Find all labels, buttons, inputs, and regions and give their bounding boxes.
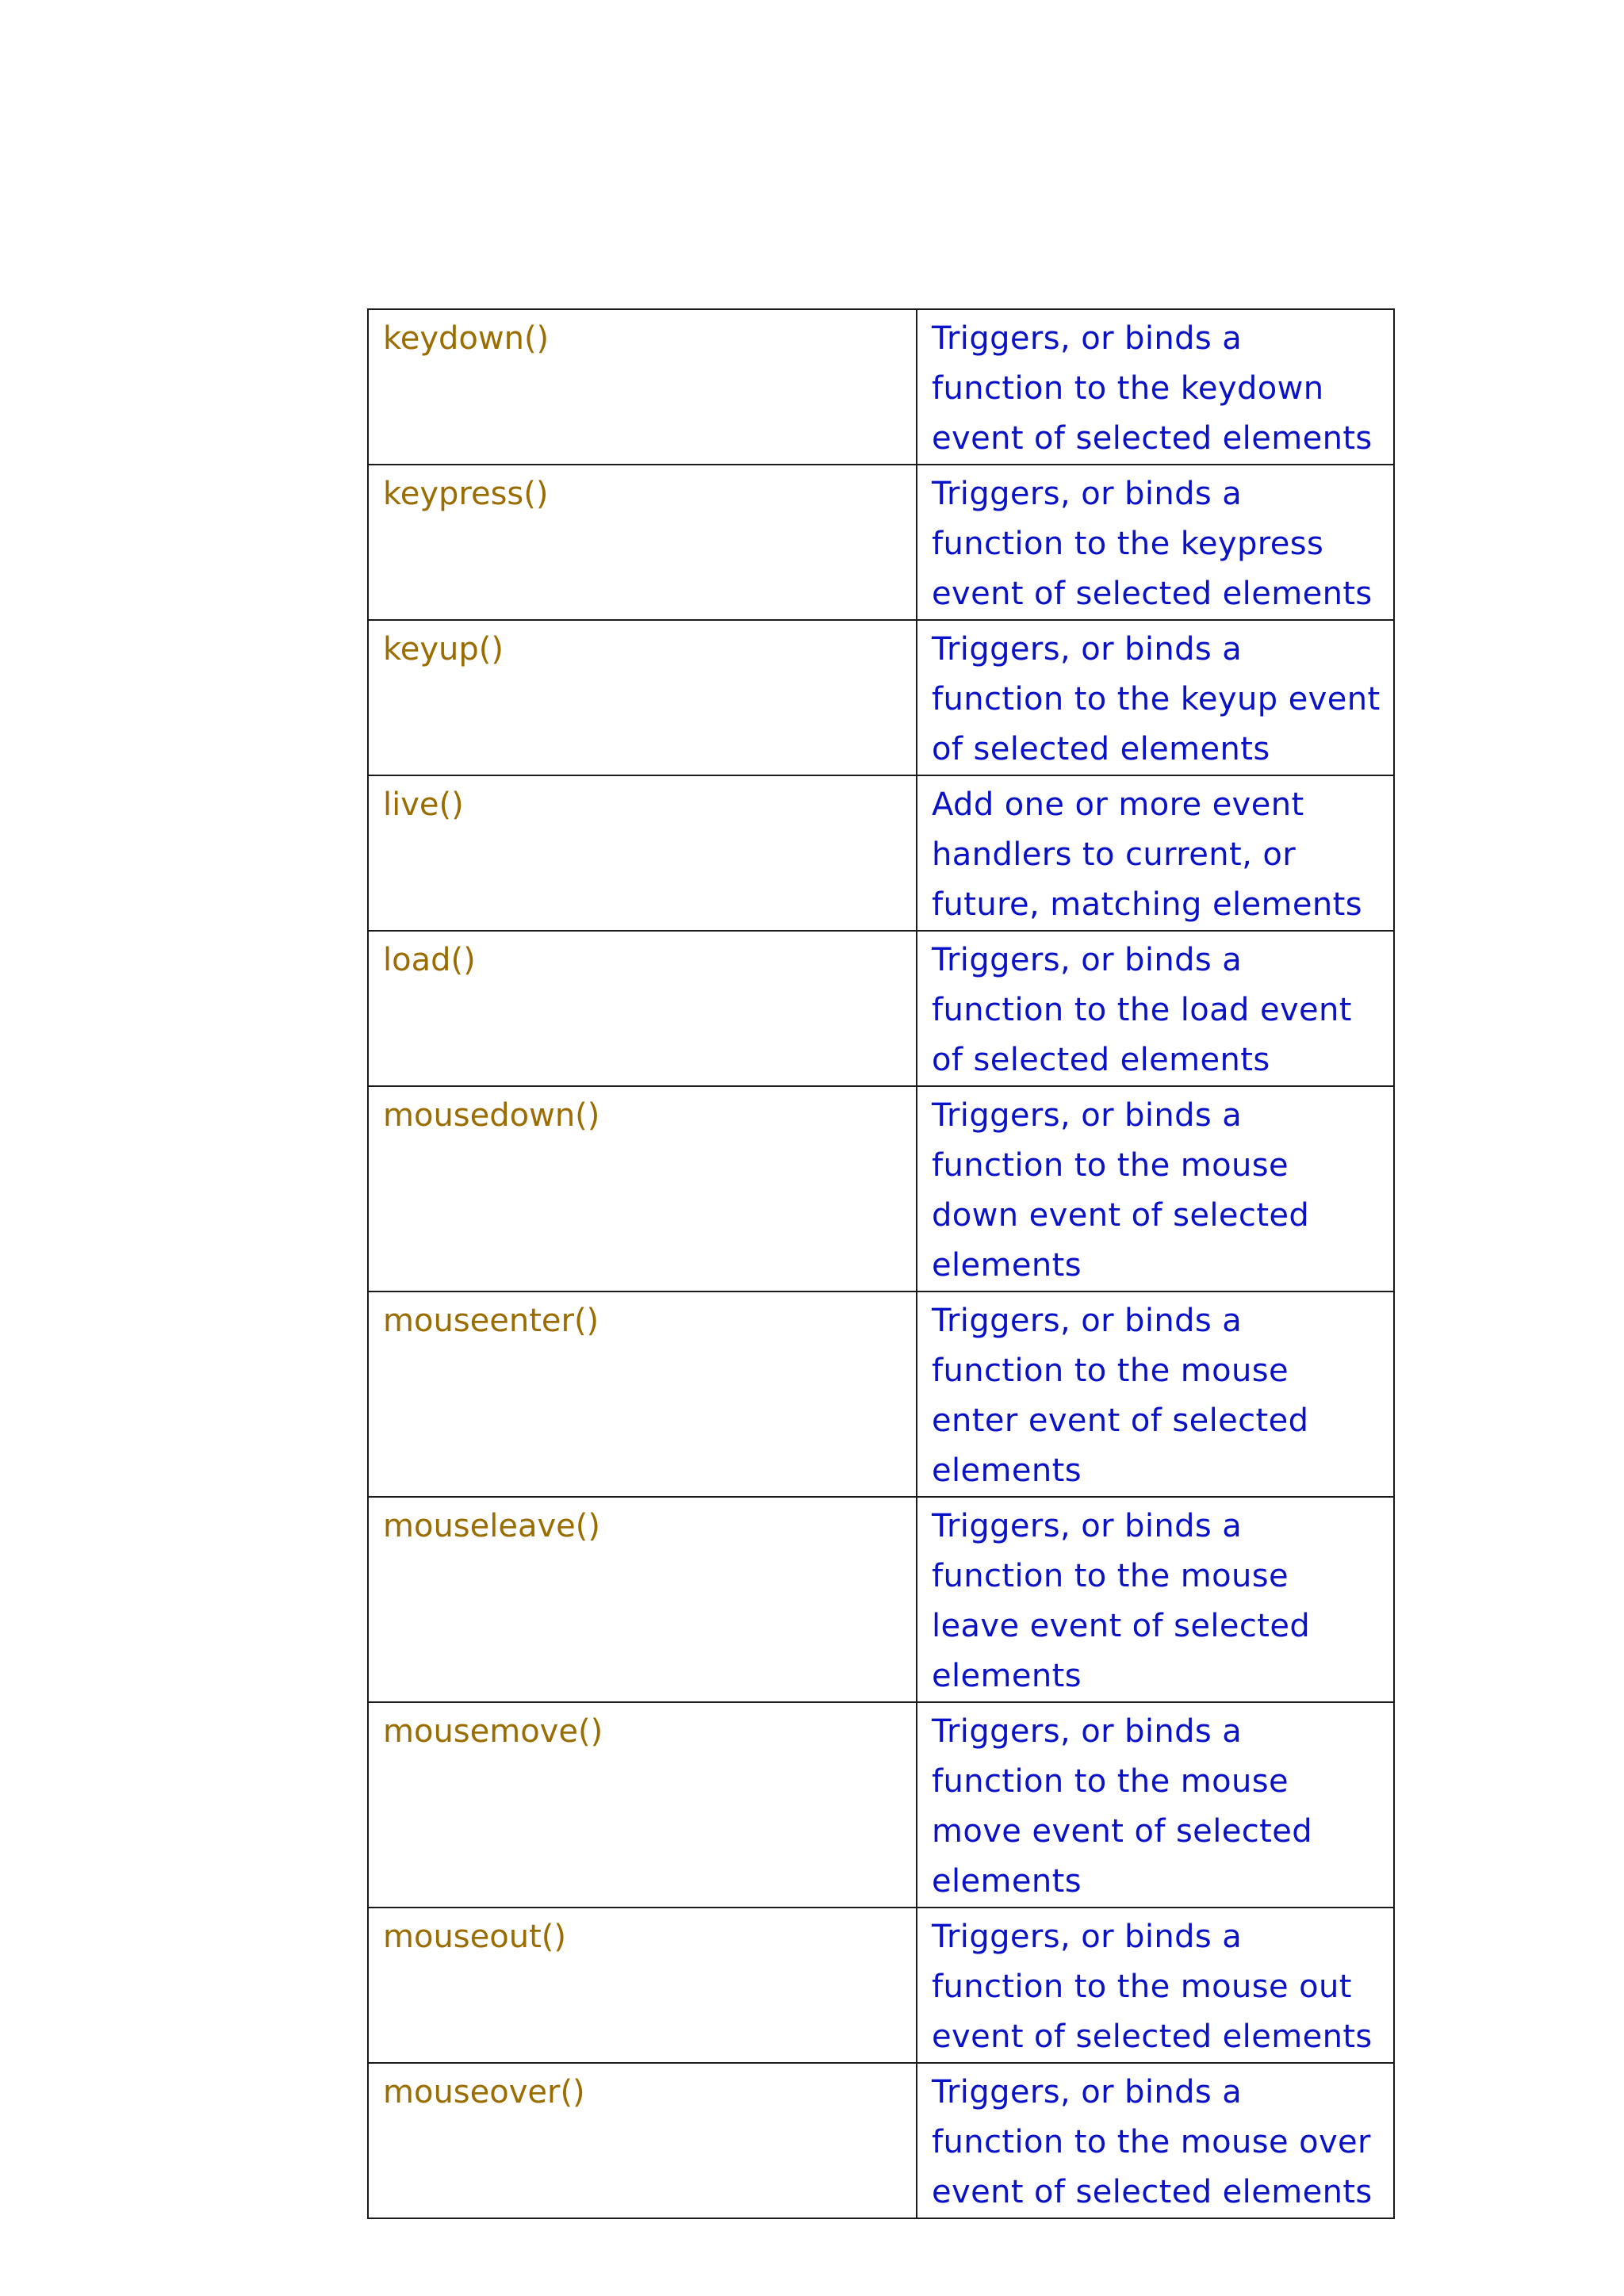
method-description-cell: Triggers, or binds a function to the keyup event of selected elements [917, 620, 1394, 775]
method-name-cell: mouseover() [368, 2063, 917, 2218]
method-name-cell: load() [368, 931, 917, 1086]
table-row [368, 775, 1394, 931]
method-description-cell: Triggers, or binds a function to the mouse leave event of selected elements [917, 1497, 1394, 1702]
method-name-cell: mouseout() [368, 1908, 917, 2063]
table-row [368, 1292, 1394, 1497]
method-description-cell: Add one or more event handlers to current, or future, matching elements [917, 775, 1394, 931]
method-description-cell: Triggers, or binds a function to the mouse down event of selected elements [917, 1086, 1394, 1292]
table-row [368, 1908, 1394, 2063]
method-name-cell: mousedown() [368, 1086, 917, 1292]
table-row [368, 620, 1394, 775]
table-row [368, 309, 1394, 465]
event-methods-table [367, 308, 1395, 2219]
table-row [368, 2063, 1394, 2218]
table-row [368, 1497, 1394, 1702]
method-description-cell: Triggers, or binds a function to the keydown event of selected elements [917, 309, 1394, 465]
method-description-cell: Triggers, or binds a function to the mouse over event of selected elements [917, 2063, 1394, 2218]
method-name-cell: mouseleave() [368, 1497, 917, 1702]
method-description-cell: Triggers, or binds a function to the load event of selected elements [917, 931, 1394, 1086]
table-row [368, 465, 1394, 620]
method-name-cell: keydown() [368, 309, 917, 465]
table-row [368, 1086, 1394, 1292]
table-row [368, 931, 1394, 1086]
method-description-cell: Triggers, or binds a function to the mouse enter event of selected elements [917, 1292, 1394, 1497]
method-description-cell: Triggers, or binds a function to the keypress event of selected elements [917, 465, 1394, 620]
table-row [368, 1702, 1394, 1908]
method-name-cell: mousemove() [368, 1702, 917, 1908]
method-name-cell: mouseenter() [368, 1292, 917, 1497]
method-name-cell: keyup() [368, 620, 917, 775]
method-name-cell: live() [368, 775, 917, 931]
method-description-cell: Triggers, or binds a function to the mouse move event of selected elements [917, 1702, 1394, 1908]
method-description-cell: Triggers, or binds a function to the mouse out event of selected elements [917, 1908, 1394, 2063]
method-name-cell: keypress() [368, 465, 917, 620]
